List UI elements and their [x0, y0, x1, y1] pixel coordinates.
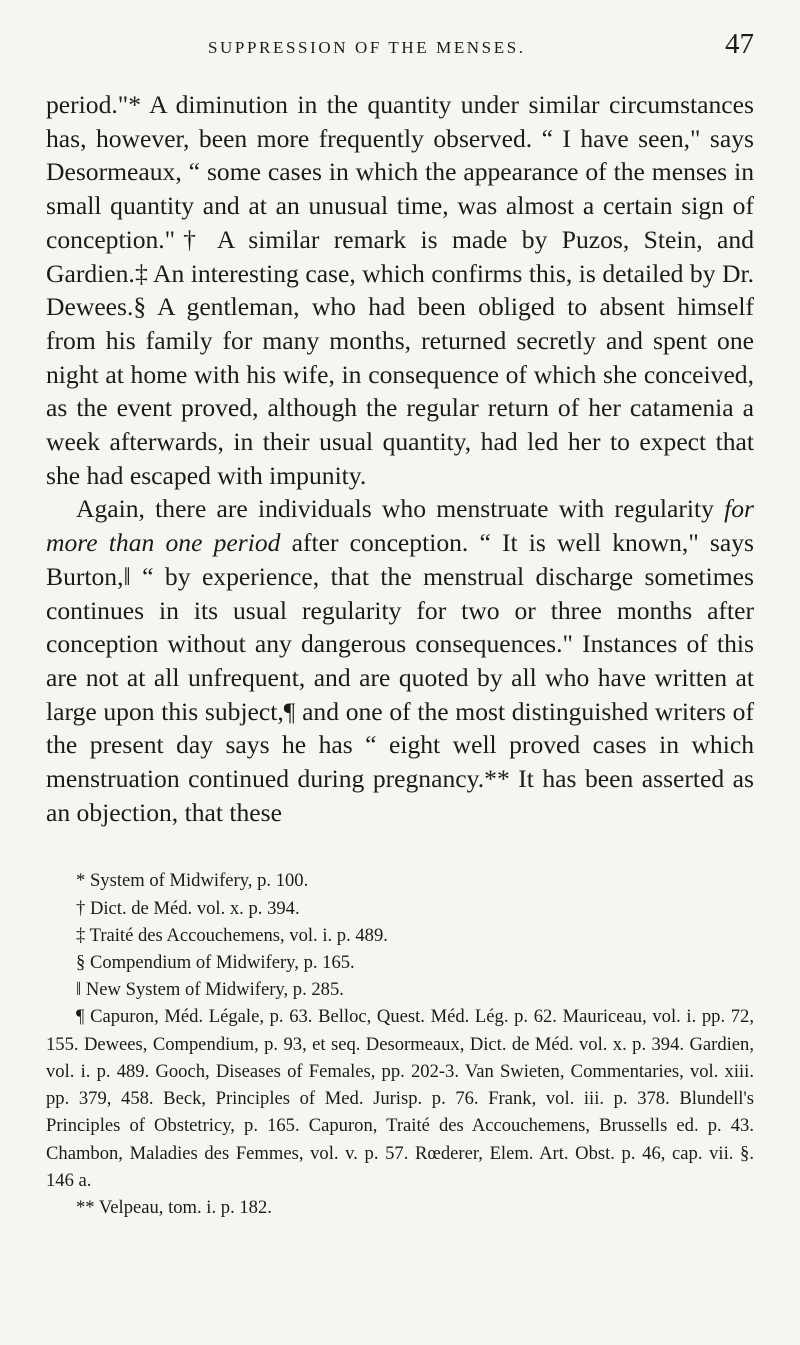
footnote-double-dagger: ‡ Traité des Accouchemens, vol. i. p. 489.	[76, 924, 388, 946]
italic-phrase: for more than one period	[46, 494, 754, 558]
body-text	[46, 88, 754, 829]
footnote-section: § Compendium of Midwifery, p. 165.	[76, 952, 355, 974]
footnote-double-asterisk: ** Velpeau, tom. i. p. 182.	[76, 1196, 272, 1218]
footnote-parallel: ‖ New System of Midwifery, p. 285.	[76, 979, 344, 1001]
paragraph-2-rest: after conception. “ It is well known," says Burton,‖ “ by experience, that the menstrual discharge sometimes continues in its usual regularity for two or three months after conception without any dangerous consequences." Instances of this are not at all unfrequent, and are quoted by all who have written at large upon this subject,¶ and one of the most distinguished writers of the present day says he has “ eight well proved cases in which menstruation continued during pregnancy.** It has been asserted as an objection, that these	[46, 528, 755, 827]
paragraph-2-start: Again, there are individuals who menstruate with regularity	[76, 494, 725, 524]
running-head	[46, 0, 754, 60]
footnote-dagger: † Dict. de Méd. vol. x. p. 394.	[76, 897, 300, 919]
footnote-pilcrow: ¶ Capuron, Méd. Légale, p. 63. Belloc, Quest. Méd. Lég. p. 62. Mauriceau, vol. i. pp. 72, 155. Dewees, Compendium, p. 93, et seq. Desormeaux, Dict. de Méd. vol. x. p. 394. Gardien, vol. i. p. 489. Gooch, Diseases of Females, pp. 202-3. Van Swieten, Commentaries, vol. xiii. pp. 379, 458. Beck, Principles of Med. Jurisp. p. 76. Frank, vol. iii. p. 378. Blundell's Principles of Obstetricy, p. 165. Capuron, Traité des Accouchemens, Brussells ed. p. 43. Chambon, Maladies des Femmes, vol. v. p. 57. Rœderer, Elem. Art. Obst. p. 46, cap. vii. §. 146 a.	[46, 1006, 754, 1191]
footnote-asterisk: * System of Midwifery, p. 100.	[76, 870, 309, 892]
page-number: 47	[725, 28, 754, 60]
paragraph-1: period."* A diminution in the quantity under similar circumstances has, however, been more frequently observed. “ I have seen," says Desormeaux, “ some cases in which the appearance of the menses in small quantity and at an unusual time, was almost a certain sign of conception."† A similar remark is made by Puzos, Stein, and Gardien.‡ An interesting case, which confirms this, is detailed by Dr. Dewees.§ A gentleman, who had been obliged to absent himself from his family for many months, returned secretly and spent one night at home with his wife, in consequence of which she conceived, as the event proved, although the regular return of her catamenia a week afterwards, in their usual quantity, had led her to expect that she had escaped with impunity.	[46, 90, 754, 490]
footnote-separator	[46, 829, 754, 867]
paragraph-2	[46, 492, 754, 829]
running-title: SUPPRESSION OF THE MENSES.	[208, 38, 526, 57]
book-page	[46, 0, 754, 1221]
footnotes	[46, 867, 754, 1221]
